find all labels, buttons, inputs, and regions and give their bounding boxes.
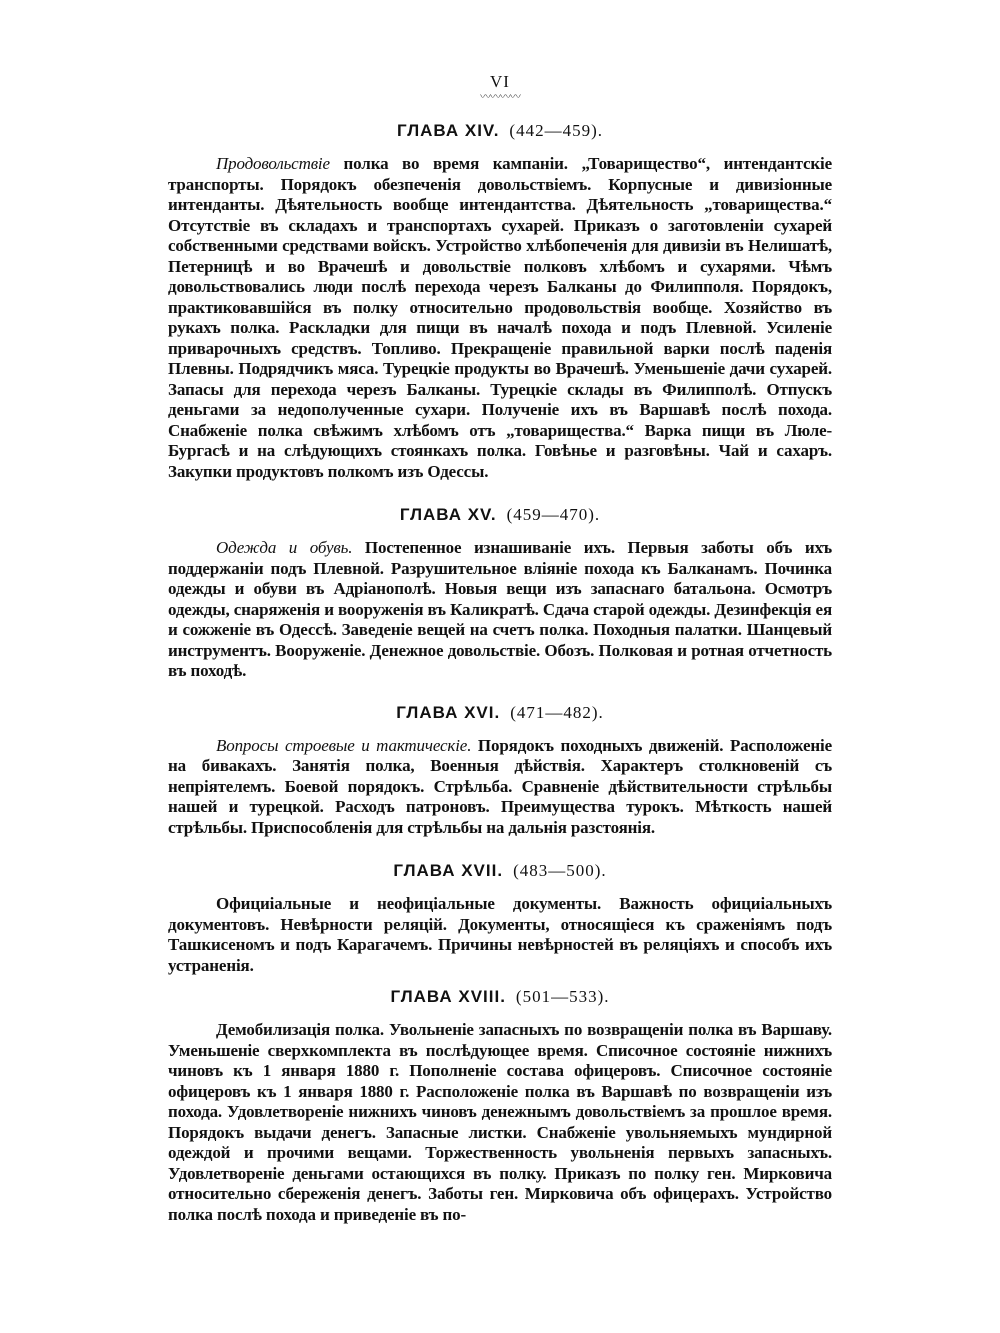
chapter-15	[168, 504, 832, 682]
chapter-lead: Вопросы строевые и тактическіе.	[216, 735, 472, 755]
chapter-title: ГЛАВА XVI.	[396, 702, 501, 722]
chapter-title: ГЛАВА XVIII.	[390, 987, 506, 1006]
chapter-title: ГЛАВА XIV.	[397, 121, 500, 140]
chapter-summary	[168, 736, 832, 839]
chapter-body-text: Официіальные и неофиціальные документы. Важность официіальныхъ документовъ. Невѣрности реляцій. Документы, относящіеся къ сраженіямъ подъ Ташкисеномъ и подъ Карагачемъ. Причины невѣрностей въ реляціяхъ и способъ ихъ устраненія.	[168, 894, 832, 975]
chapter-title: ГЛАВА XVII.	[393, 861, 504, 880]
chapter-lead: Продовольствіе	[216, 154, 330, 173]
decorative-ornament: 〰〰〰〰	[480, 90, 520, 103]
chapter-16	[168, 702, 832, 839]
chapter-body-text: Порядокъ походныхъ движеній. Расположеніе на бивакахъ. Занятія полка, Военныя дѣйствія. Характеръ столкновеній съ непріятелемъ. Боевой порядокъ. Стрѣльба. Сравненіе дѣйствительности стрѣльбы нашей и турецкой. Расходъ патроновъ. Преимущества турокъ. Мѣткость нашей стрѣльбы. Приспособленія для стрѣльбы на дальнія разстоянія.	[168, 735, 832, 837]
chapter-heading	[168, 504, 832, 526]
chapter-pages: (471—482).	[510, 702, 604, 722]
page-number: VI	[490, 72, 510, 91]
chapter-pages: (483—500).	[513, 861, 607, 880]
chapter-14	[168, 120, 832, 482]
chapter-summary	[168, 894, 832, 976]
chapter-body-text: Демобилизація полка. Увольненіе запасныхъ по возвращеніи полка въ Варшаву. Уменьшеніе сверхкомплекта въ послѣдующее время. Списочное состояніе нижнихъ чиновъ къ 1 января 1880 г. Пополненіе состава офицеровъ. Списочное состояніе офицеровъ къ 1 января 1880 г. Расположеніе полка въ Варшавѣ по возвращеніи изъ похода. Удовлетвореніе нижнихъ чиновъ денежнымъ довольствіемъ за прошлое время. Порядокъ выдачи денегъ. Запасные листки. Снабженіе увольняемыхъ мундирной одеждой и прочими вещами. Торжественность увольненія первыхъ запасныхъ. Удовлетвореніе деньгами остающихся въ полку. Приказъ по полку ген. Мирковича относительно сбереженія денегъ. Заботы ген. Мирковича объ офицерахъ. Устройство полка послѣ похода и приведеніе въ по-	[168, 1020, 832, 1224]
chapter-summary	[168, 538, 832, 682]
chapter-heading	[168, 702, 832, 724]
chapter-heading	[168, 860, 832, 882]
chapter-summary	[168, 154, 832, 482]
chapter-18	[168, 986, 832, 1225]
chapter-body-text: полка во время кампаніи. „Товарищество“, интендантскіе транспорты. Порядокъ обезпеченія довольствіемъ. Корпусные и дивизіонные интенданты. Дѣятельность вообще интендантства. Дѣятельность „товарищества.“ Отсутствіе въ складахъ и транспортахъ сухарей. Приказъ о заготовленіи сухарей собственными средствами войскъ. Устройство хлѣбопеченія для дивизіи въ Нелишатѣ, Петерницѣ и во Врачешѣ и довольствіе полковъ хлѣбомъ и сухарями. Чѣмъ довольствовались люди послѣ перехода черезъ Балканы до Филипполя. Порядокъ, практиковавшійся въ полку относительно продовольствія вообще. Хозяйство въ рукахъ полка. Раскладки для пищи въ началѣ похода и подъ Плевной. Усиленіе приварочныхъ средствъ. Топливо. Прекращеніе правильной варки послѣ паденія Плевны. Подрядчикъ мяса. Турецкіе продукты во Врачешѣ. Уменьшеніе дачи сухарей. Запасы для перехода черезъ Балканы. Турецкіе склады въ Филипполѣ. Отпускъ деньгами за недополученные сухари. Полученіе ихъ въ Варшавѣ послѣ похода. Снабженіе полка свѣжимъ хлѣбомъ отъ „товарищества.“ Варка пищи въ Люле-Бургасѣ и на слѣдующихъ стоянкахъ полка. Говѣнье и разговѣны. Чай и сахаръ. Закупки продуктовъ полкомъ изъ Одессы.	[168, 154, 832, 481]
chapter-body-text: Постепенное изнашиваніе ихъ. Первыя заботы объ ихъ поддержаніи подъ Плевной. Разрушительное вліяніе похода къ Балканамъ. Починка одежды и обуви въ Адріанополѣ. Новыя вещи изъ запаснаго батальона. Осмотръ одежды, снаряженія и вооруженія въ Каликратѣ. Сдача старой одежды. Дезинфекція ея и сожженіе въ Одессѣ. Заведеніе вещей на счетъ полка. Походныя палатки. Шанцевый инструментъ. Вооруженіе. Денежное довольствіе. Обозъ. Полковая и ротная отчетность въ походѣ.	[168, 538, 832, 680]
chapter-pages: (501—533).	[515, 987, 610, 1006]
chapter-pages: (442—459).	[509, 121, 603, 140]
document-page	[168, 72, 832, 1229]
chapter-heading	[168, 120, 832, 142]
chapter-summary	[168, 1020, 832, 1225]
chapter-lead: Одежда и обувь.	[216, 538, 353, 557]
chapter-17	[168, 860, 832, 976]
chapter-title: ГЛАВА XV.	[399, 505, 497, 524]
chapter-pages: (459—470).	[506, 505, 601, 524]
chapter-heading	[168, 986, 832, 1008]
